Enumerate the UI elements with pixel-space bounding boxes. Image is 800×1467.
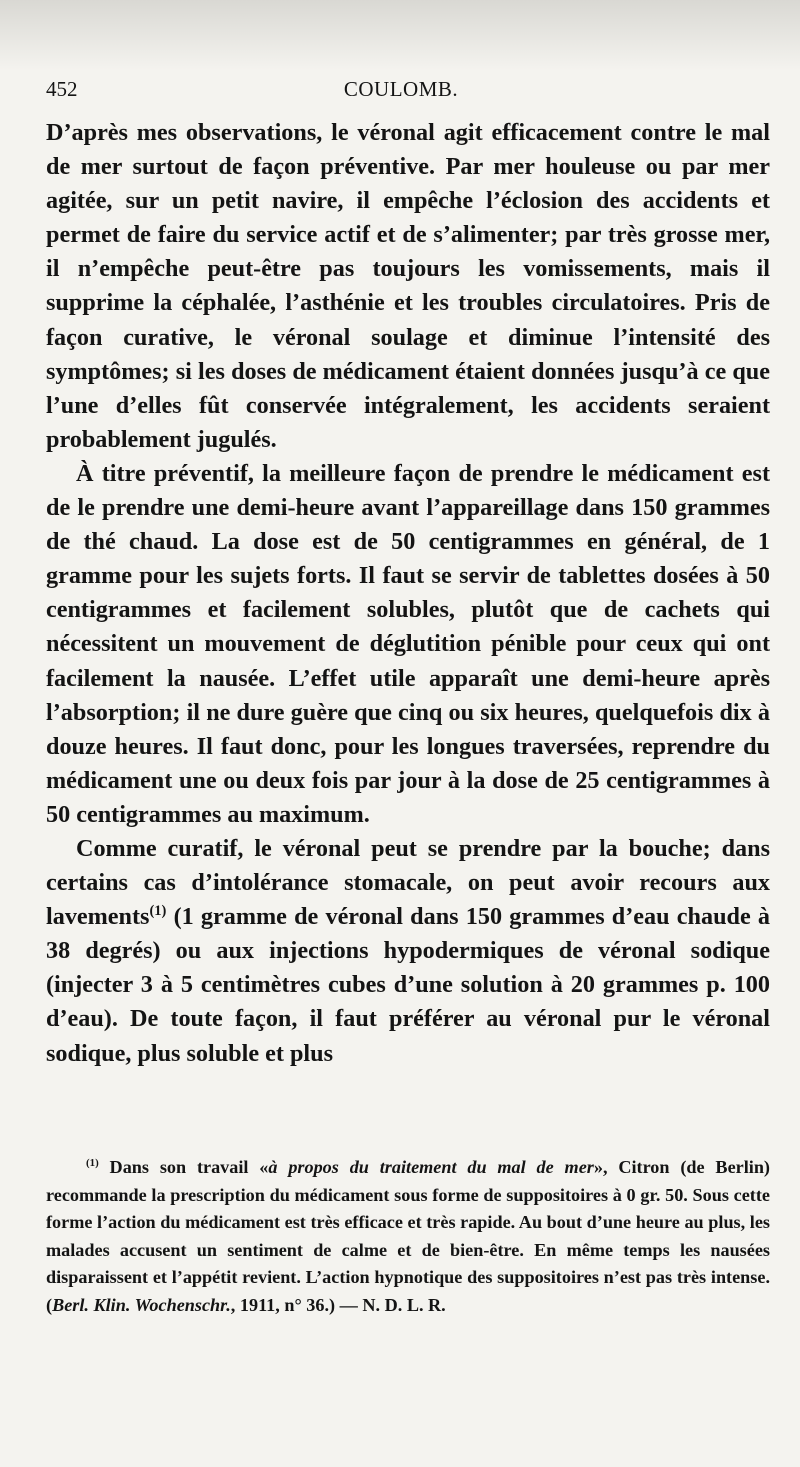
paragraph-2: À titre préventif, la meilleure façon de prendre le médicament est de le prendre une demi-heure avant l’appareillage dans 150 grammes de thé chaud. La dose est de 50 centigrammes en général, de 1 gramme pour les sujets forts. Il faut se servir de tablettes dosées à 50 centigrammes et facilement solubles, plutôt que de cachets qui nécessitent un mouvement de déglutition pénible pour ceux qui ont facilement la nausée. L’effet utile apparaît une demi-heure après l’absorption; il ne dure guère que cinq ou six heures, quelquefois dix à douze heures. Il faut donc, pour les longues traversées, reprendre du médicament une ou deux fois par jour à la dose de 25 centigrammes à 50 centigrammes au maximum. xyxy=(46,459,770,828)
paragraph-3 xyxy=(46,832,770,1071)
footnote-journal: Berl. Klin. Wochenschr. xyxy=(52,1294,231,1315)
footnote-text-3: , 1911, n° 36.) — N. D. L. R. xyxy=(230,1294,446,1315)
running-head: COULOMB. xyxy=(343,77,459,101)
footnote-1 xyxy=(46,1154,770,1319)
footnotes xyxy=(46,1154,770,1319)
footnote-reference: (1) xyxy=(149,903,167,920)
paragraph-3-start: Comme curatif, le véronal peut se prendre par la bouche; dans certains cas d’intolérance stomacale, on peut avoir recours aux lavements xyxy=(46,834,770,931)
page-number: 452 xyxy=(46,77,78,101)
page-top-shade xyxy=(0,0,800,70)
paragraph-3-end: (1 gramme de véronal dans 150 grammes d’eau chaude à 38 degrés) ou aux injections hypodermiques de véronal sodique (injecter 3 à 5 centimètres cubes d’une solution à 20 grammes p. 100 d’eau). De toute façon, il faut préférer au véronal pur le véronal sodique, plus soluble et plus xyxy=(46,903,770,1067)
body-text xyxy=(46,116,770,1071)
footnote-text-2: », Citron (de Berlin) recommande la prescription du médicament sous forme de suppositoires à 0 gr. 50. Sous cette forme l’action du médicament est très efficace et très rapide. Au bout d’une heure au plus, les malades accusent un sentiment de calme et de bien-être. En même temps les nausées disparaissent et l’appétit revient. L’action hypnotique des suppositoires n’est pas très intense. ( xyxy=(46,1157,770,1315)
footnote-text-1: Dans son travail « xyxy=(98,1157,269,1177)
page-header xyxy=(46,74,756,104)
footnote-cited-title: à propos du traitement du mal de mer xyxy=(268,1157,594,1177)
footnote-marker: (1) xyxy=(86,1156,99,1169)
paragraph-1: D’après mes observations, le véronal agit efficacement contre le mal de mer surtout de façon préventive. Par mer houleuse ou par mer agitée, sur un petit navire, il empêche l’éclosion des accidents et permet de faire du service actif et de s’alimenter; par très grosse mer, il n’empêche peut-être pas toujours les vomissements, mais il supprime la céphalée, l’asthénie et les troubles circulatoires. Pris de façon curative, le véronal soulage et diminue l’intensité des symptômes; si les doses de médicament étaient données jusqu’à ce que l’une d’elles fût conservée intégralement, les accidents seraient probablement jugulés. xyxy=(46,119,770,453)
